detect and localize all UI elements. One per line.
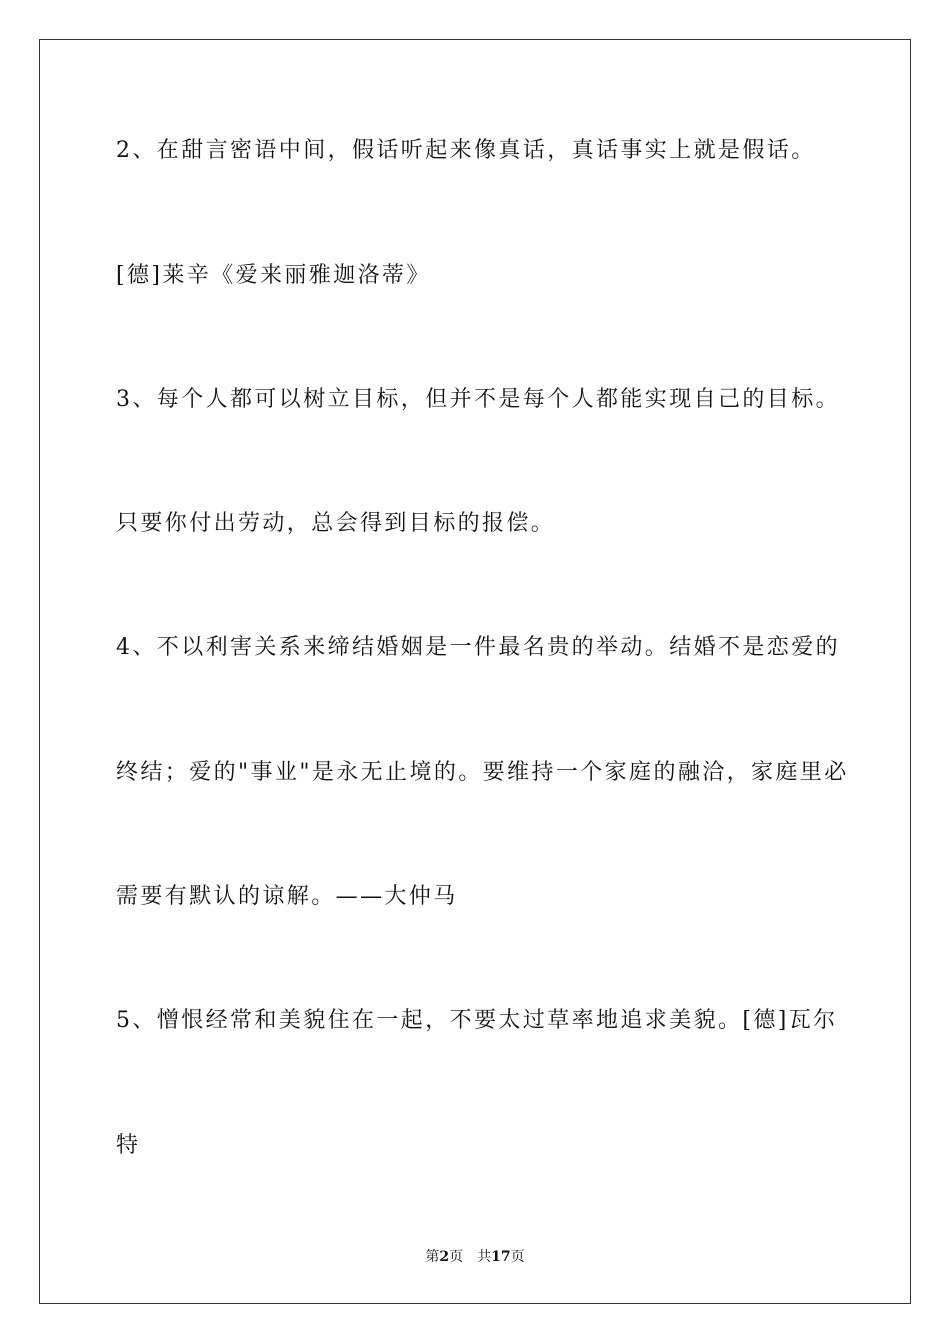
text-line-8: 5、憎恨经常和美貌住在一起，不要太过草率地追求美貌。[德]瓦尔	[116, 1008, 838, 1033]
text-line-2: [德]莱辛《爱来丽雅迦洛蒂》	[116, 263, 431, 288]
footer-total-prefix: 共	[477, 1249, 492, 1265]
text-line-3: 3、每个人都可以树立目标，但并不是每个人都能实现自己的目标。	[116, 387, 840, 412]
page-footer	[0, 1248, 950, 1266]
page-border	[39, 39, 911, 1304]
footer-total-pages: 17	[491, 1249, 511, 1265]
footer-page-prefix: 第	[425, 1249, 440, 1265]
footer-page-number: 2	[439, 1249, 450, 1265]
text-line-6: 终结；爱的"事业"是永无止境的。要维持一个家庭的融洽，家庭里必	[116, 760, 849, 785]
footer-total-suffix: 页	[510, 1249, 525, 1265]
text-line-1: 2、在甜言密语中间，假话听起来像真话，真话事实上就是假话。	[116, 138, 816, 163]
text-line-4: 只要你付出劳动，总会得到目标的报偿。	[116, 511, 556, 536]
text-line-7: 需要有默认的谅解。——大仲马	[116, 884, 458, 909]
text-line-9: 特	[116, 1133, 141, 1158]
footer-page-suffix: 页	[449, 1249, 464, 1265]
text-line-5: 4、不以利害关系来缔结婚姻是一件最名贵的举动。结婚不是恋爱的	[116, 635, 840, 660]
